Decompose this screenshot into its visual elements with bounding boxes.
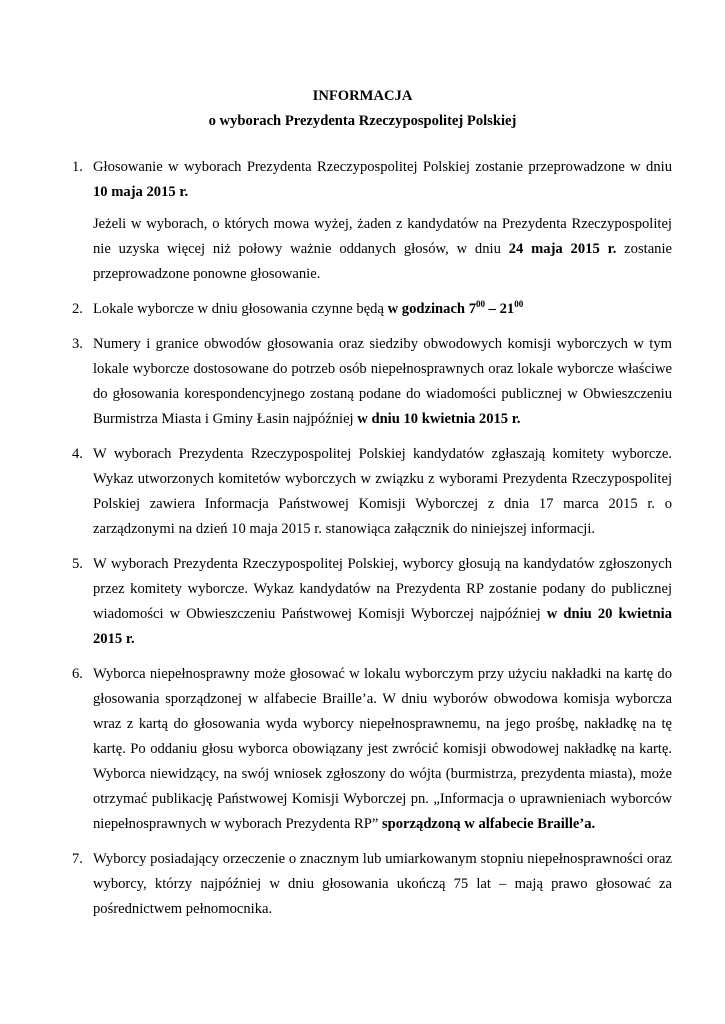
item-text: Głosowanie w wyborach Prezydenta Rzeczypospolitej Polskiej zostanie przeprowadzone w dniu (93, 159, 672, 175)
item-paragraph (93, 552, 672, 652)
item-paragraph-secondary (93, 212, 672, 287)
item-text: Numery i granice obwodów głosowania oraz siedziby obwodowych komisji wyborczych w tym lokale wyborcze dostosowane do potrzeb osób niepełnosprawnych oraz lokale wyborcze właściwe do głosowania korespondencyjnego zostaną podane do wiadomości publicznej w Obwieszczeniu Burmistrza Miasta i Gminy Łasin najpóźniej (93, 336, 672, 427)
item-bold-date: 24 maja 2015 r. (508, 241, 617, 257)
item-paragraph (93, 297, 672, 322)
list-item-2 (62, 297, 672, 322)
item-bold-date: w dniu 20 kwietnia 2015 r. (93, 606, 673, 647)
item-paragraph (93, 155, 672, 205)
item-number: 6. (72, 666, 83, 682)
list-item-3 (62, 332, 672, 432)
list-item-1 (62, 155, 672, 287)
item-number: 4. (72, 446, 83, 462)
item-paragraph: Wyborcy posiadający orzeczenie o znacznym lub umiarkowanym stopniu niepełnosprawności oraz wyborcy, którzy najpóźniej w dniu głosowania ukończą 75 lat – mają prawo głosować za pośrednictwem pełnomocnika. (93, 851, 672, 917)
item-text: Lokale wyborcze w dniu głosowania czynne będą (93, 301, 388, 317)
item-bold-braille: sporządzoną w alfabecie Braille’a. (381, 816, 596, 832)
item-bold-date: w dniu 10 kwietnia 2015 r. (357, 411, 521, 427)
item-paragraph: W wyborach Prezydenta Rzeczypospolitej Polskiej kandydatów zgłaszają komitety wyborcze. Wykaz utworzonych komitetów wyborczych w związku z wyborami Prezydenta Rzeczypospolitej Polskiej zawiera Informacja Państwowej Komisji Wyborczej z dnia 17 marca 2015 r. o zarządzonymi na dzień 10 maja 2015 r. stanowiąca załącznik do niniejszej informacji. (93, 446, 672, 537)
item-bold-hours: w godzinach 7 (387, 301, 476, 317)
item-number: 7. (72, 851, 83, 867)
item-text: W wyborach Prezydenta Rzeczypospolitej Polskiej, wyborcy głosują na kandydatów zgłoszonych przez komitety wyborcze. Wykaz kandydatów na Prezydenta RP zostanie podany do publicznej wiadomości w Obwieszczeniu Państwowej Komisji Wyborczej najpóźniej (93, 556, 672, 622)
item-text: Wyborca niepełnosprawny może głosować w lokalu wyborczym przy użyciu nakładki na kartę do głosowania sporządzonej w alfabecie Braille’a. W dniu wyborów obwodowa komisja wyborcza wraz z kartą do głosowania wyda wyborcy niepełnosprawnemu, na jego prośbę, nakładkę na tę kartę. Po oddaniu głosu wyborca obowiązany jest zwrócić komisji obwodowej nakładkę na kartę. Wyborca niewidzący, na swój wniosek zgłoszony do wójta (burmistrza, prezydenta miasta), może otrzymać publikację Państwowej Komisji Wyborczej pn. „Informacja o uprawnieniach wyborców niepełnosprawnych w wyborach Prezydenta RP” (93, 666, 672, 832)
item-paragraph (93, 662, 672, 837)
list-item-4 (62, 442, 672, 542)
hours-superscript: 00 (514, 299, 524, 309)
numbered-list (62, 155, 672, 922)
list-item-5 (62, 552, 672, 652)
item-number: 5. (72, 556, 83, 572)
item-number: 2. (72, 301, 83, 317)
list-item-6 (62, 662, 672, 837)
hours-superscript: 00 (476, 299, 485, 309)
document-title: INFORMACJA (312, 88, 413, 104)
item-text: zostanie przeprowadzone ponowne głosowanie. (93, 241, 672, 282)
item-bold-hours-end: – 21 (485, 301, 515, 317)
item-number: 3. (72, 336, 83, 352)
item-paragraph (93, 332, 672, 432)
item-text: Jeżeli w wyborach, o których mowa wyżej, żaden z kandydatów na Prezydenta Rzeczypospolitej nie uzyska więcej niż połowy ważnie oddanych głosów, w dniu (93, 216, 672, 257)
item-bold-date: 10 maja 2015 r. (93, 184, 189, 200)
item-number: 1. (72, 159, 83, 175)
list-item-7 (62, 847, 672, 922)
document-subtitle: o wyborach Prezydenta Rzeczypospolitej Polskiej (208, 113, 517, 129)
